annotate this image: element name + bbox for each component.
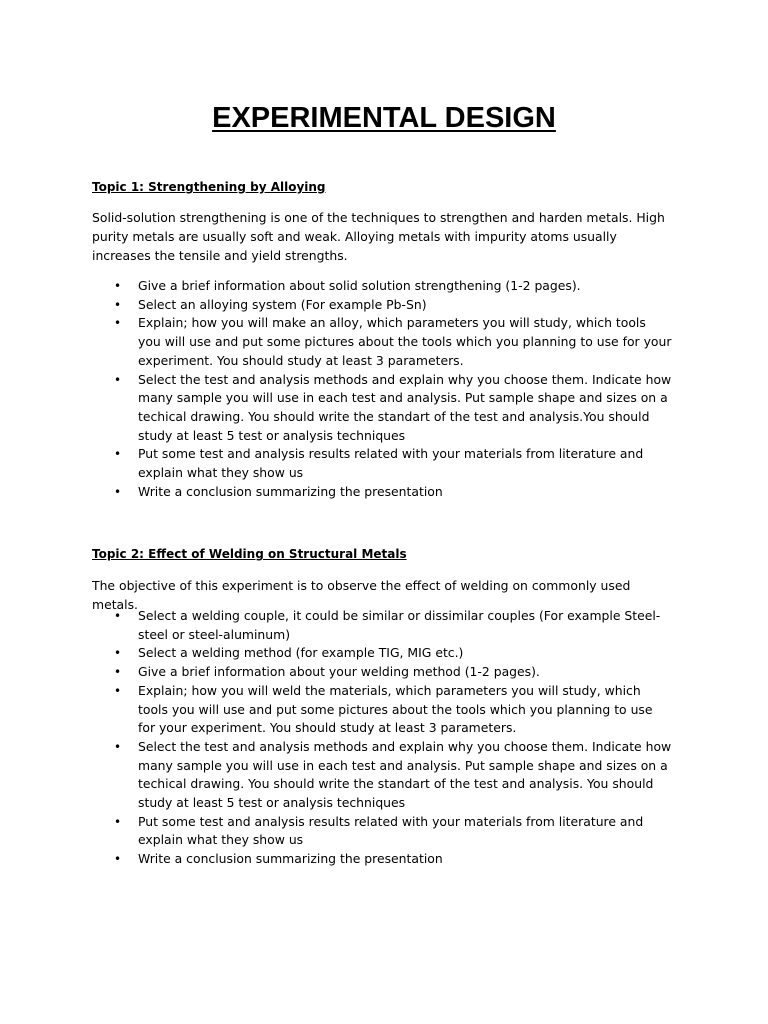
list-item <box>92 738 672 813</box>
list-item-text: Write a conclusion summarizing the presentation <box>138 851 443 867</box>
topic-2-intro: The objective of this experiment is to observe the effect of welding on commonly used metals. <box>92 578 631 612</box>
bullet-icon: • <box>114 316 122 331</box>
list-item-text: Put some test and analysis results related with your materials from literature and explain what they show us <box>138 446 644 481</box>
bullet-icon: • <box>114 665 122 680</box>
list-item <box>92 663 672 682</box>
list-item <box>92 483 672 502</box>
topic-2-bullet-list <box>92 607 672 869</box>
bullet-icon: • <box>114 739 122 754</box>
list-item <box>92 813 672 850</box>
list-item-text: Select the test and analysis methods and explain why you choose them. Indicate how many sample you will use in each test and analysis. Put sample shape and sizes on a techical drawing. You should write the standart of the test and analysis.You should study at least 5 test or analysis techniques <box>138 371 672 443</box>
list-item-text: Give a brief information about solid solution strengthening (1-2 pages). <box>138 278 581 293</box>
list-item <box>92 296 672 315</box>
list-item <box>92 445 672 482</box>
bullet-icon: • <box>114 814 122 829</box>
list-item <box>92 644 672 663</box>
list-item-text: Explain; how you will weld the materials, which parameters you will study, which tools you will use and put some pictures about the tools which you planning to use for your experiment. You should study at least 3 parameters. <box>138 682 653 736</box>
list-item-text: Explain; how you will make an alloy, which parameters you will study, which tools you will use and put some pictures about the tools which you planning to use for your experiment. You should study at least 3 parameters. <box>138 315 672 368</box>
bullet-icon: • <box>114 646 122 661</box>
list-item-text: Select the test and analysis methods and explain why you choose them. Indicate how many sample you will use in each test and analysis. Put sample shape and sizes on a techical drawing. You should write the standart of the test and analysis. You should study at least 5 test or analysis techniques <box>138 738 672 811</box>
topic-1-heading: Topic 1: Strengthening by Alloying <box>92 180 326 194</box>
list-item-text: Put some test and analysis results related with your materials from literature and explain what they show us <box>138 813 644 848</box>
list-item <box>92 682 672 738</box>
list-item-text: Select a welding couple, it could be similar or dissimilar couples (For example Steel-steel or steel-aluminum) <box>138 608 661 642</box>
list-item <box>92 277 672 296</box>
bullet-icon: • <box>114 683 122 698</box>
bullet-icon: • <box>114 372 122 387</box>
list-item <box>92 314 672 370</box>
page-title: EXPERIMENTAL DESIGN <box>212 102 556 134</box>
list-item-text: Select a welding method (for example TIG, MIG etc.) <box>138 645 464 661</box>
bullet-icon: • <box>114 297 122 312</box>
topic-2-heading: Topic 2: Effect of Welding on Structural Metals <box>92 547 407 561</box>
bullet-icon: • <box>114 852 122 867</box>
bullet-icon: • <box>114 609 122 623</box>
topic-1-bullet-list <box>92 277 672 501</box>
bullet-icon: • <box>114 447 122 462</box>
list-item-text: Write a conclusion summarizing the presentation <box>138 483 443 499</box>
bullet-icon: • <box>114 484 122 499</box>
bullet-icon: • <box>114 279 122 293</box>
list-item <box>92 607 672 644</box>
topic-1-intro: Solid-solution strengthening is one of the techniques to strengthen and harden metals. High purity metals are usually soft and weak. Alloying metals with impurity atoms usually increases the tensile and yield strengths. <box>92 210 665 263</box>
list-item-text: Select an alloying system (For example Pb-Sn) <box>138 296 427 312</box>
list-item <box>92 371 672 446</box>
list-item-text: Give a brief information about your welding method (1-2 pages). <box>138 664 540 680</box>
list-item <box>92 850 672 869</box>
